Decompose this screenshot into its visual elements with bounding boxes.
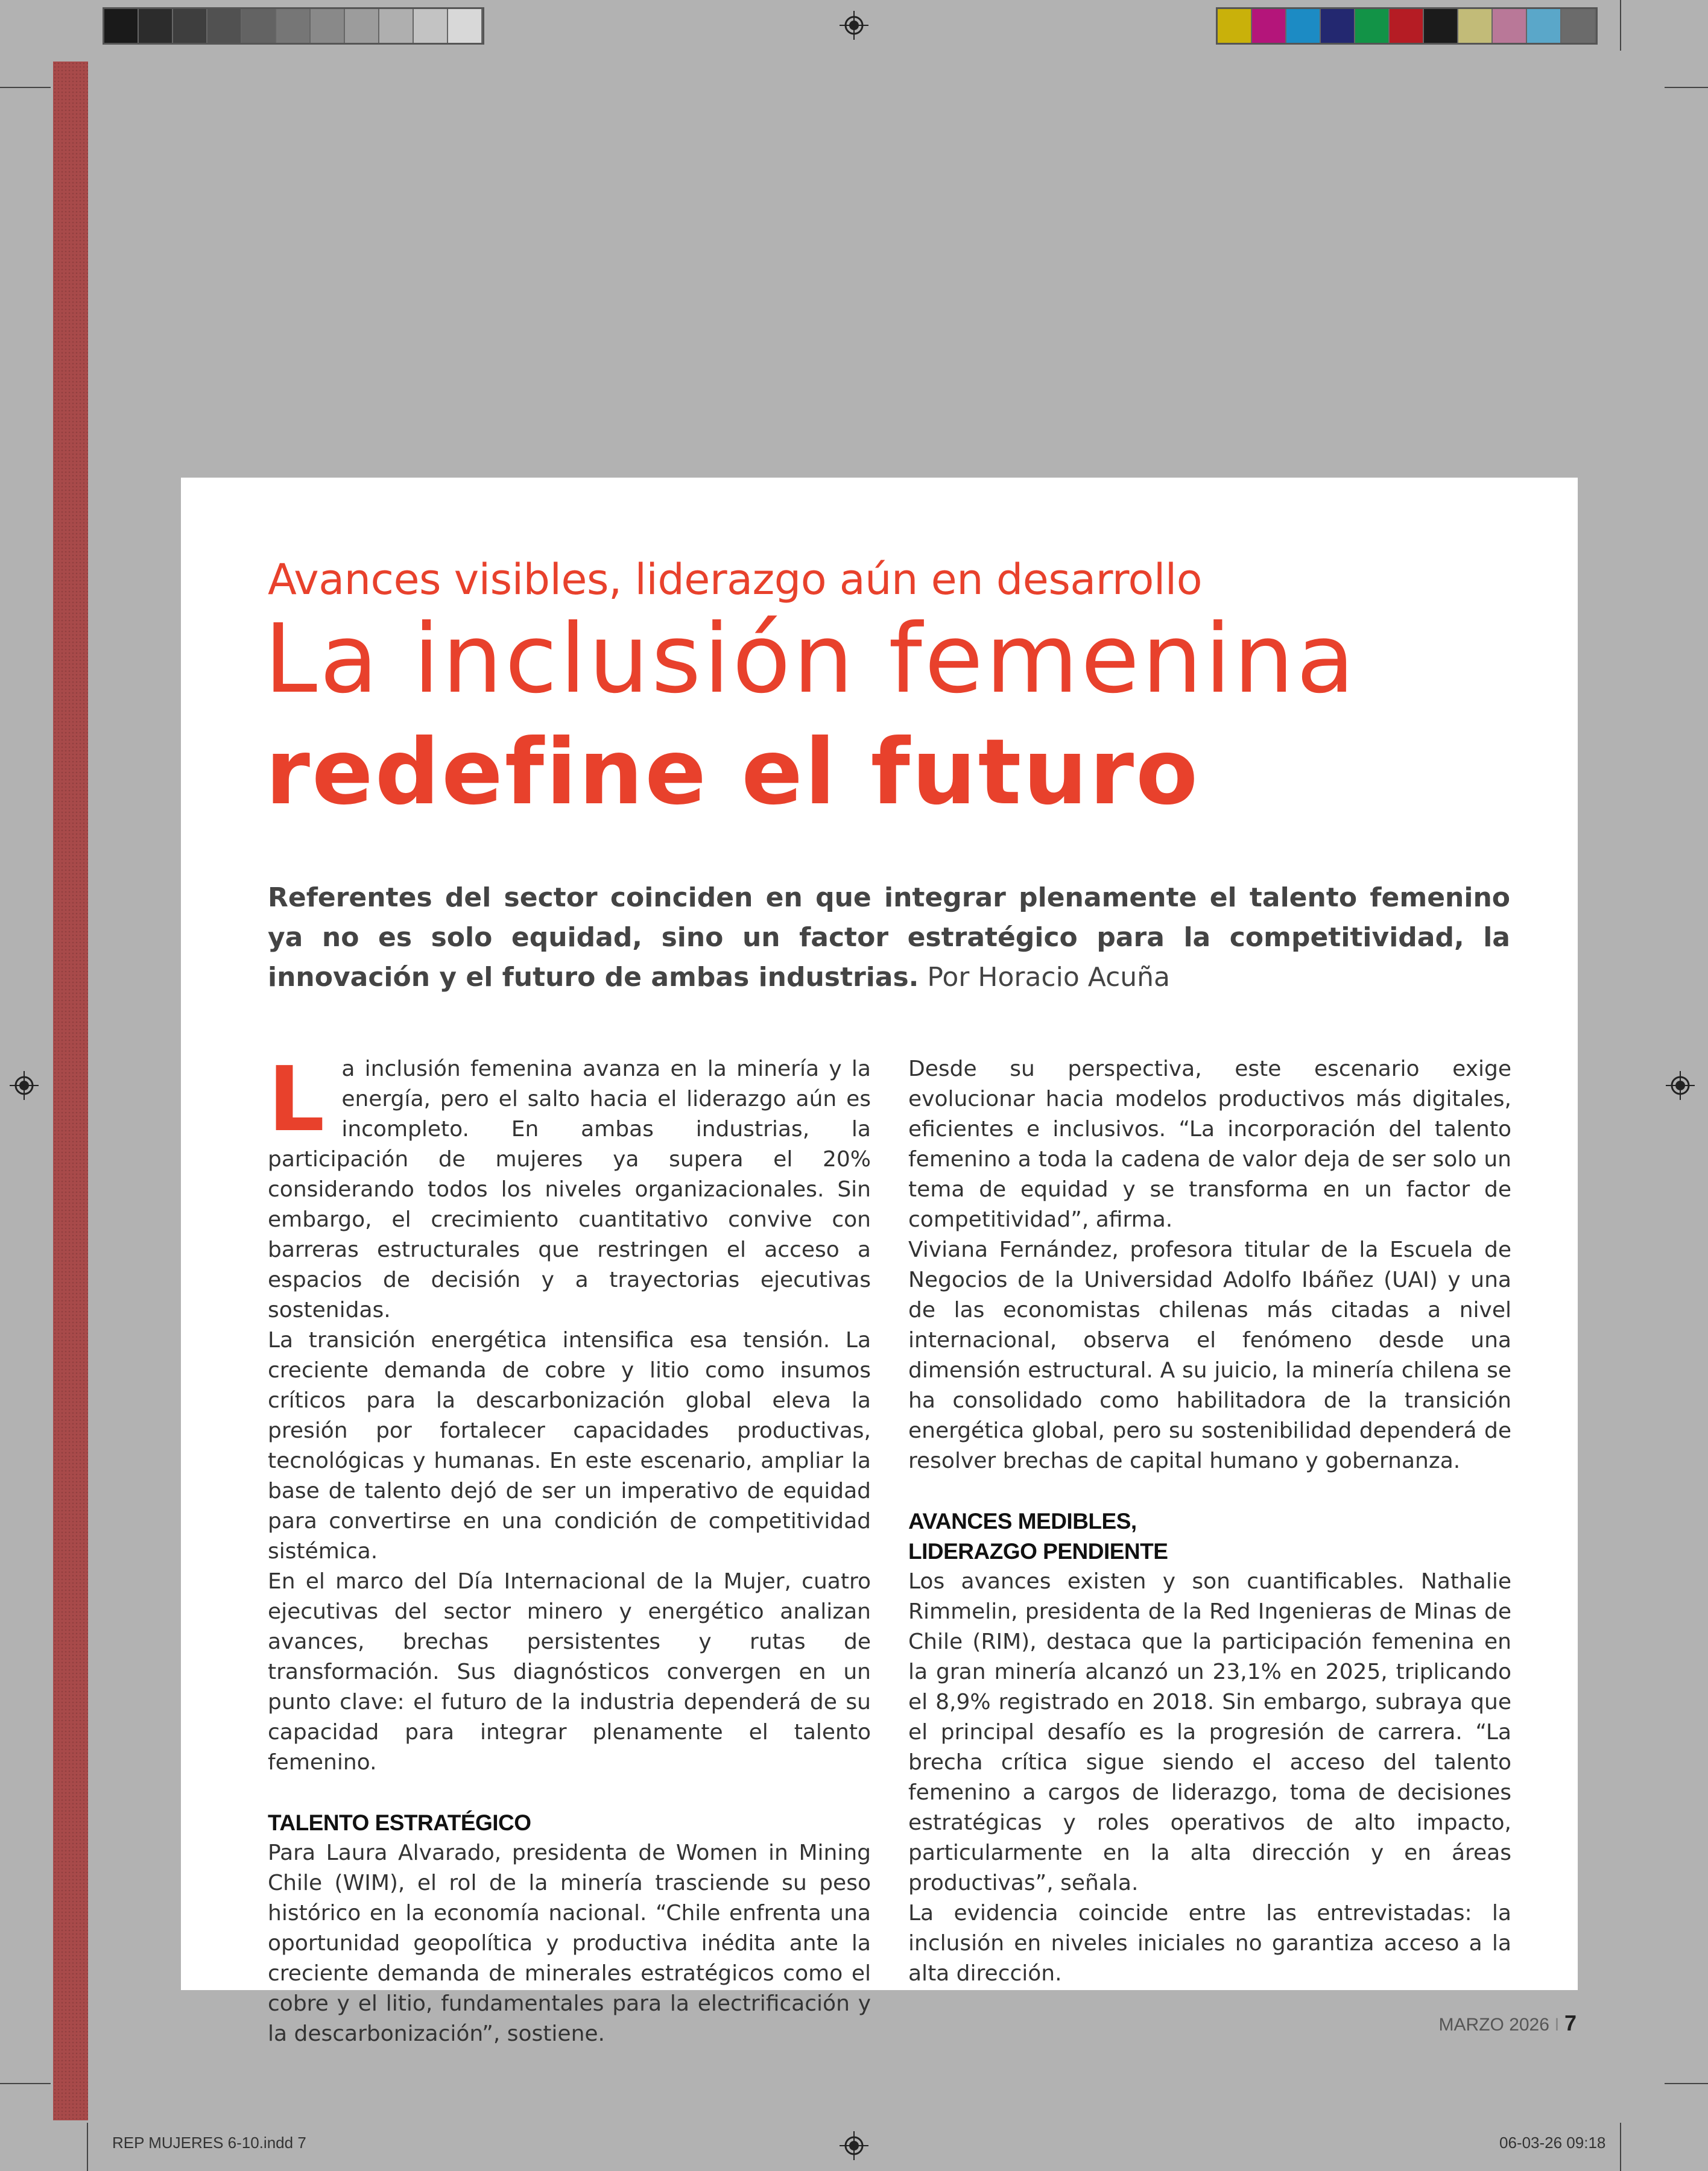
section-heading: TALENTO ESTRATÉGICO — [268, 1810, 531, 1835]
byline: Por Horacio Acuña — [927, 962, 1171, 993]
color-swatch — [1493, 9, 1527, 43]
folio-separator: I — [1554, 2015, 1560, 2035]
color-swatch — [1252, 9, 1286, 43]
gray-swatch — [173, 9, 207, 43]
paragraph: Para Laura Alvarado, presidenta de Women in Mining Chile (WIM), el rol de la minería trasciende su peso histórico en la economía nacional. “Chile enfrenta una oportunidad geopolítica y productiva inédita ante la creciente demanda de minerales estratégicos como el cobre y el litio, fundamentales para la electrificación y la descarbonización”, sostiene. — [268, 1841, 871, 2046]
section-heading-line2: LIDERAZGO PENDIENTE — [908, 1539, 1168, 1564]
gray-swatch — [276, 9, 311, 43]
crop-mark — [0, 2083, 51, 2084]
crop-mark — [1665, 2083, 1708, 2084]
gray-swatch — [345, 9, 379, 43]
slug-datetime: 06-03-26 09:18 — [1499, 2134, 1606, 2152]
article-title-line2: redefine el futuro — [265, 720, 1200, 825]
color-swatch — [1355, 9, 1390, 43]
paragraph: a inclusión femenina avanza en la minería y la energía, pero el salto hacia el liderazgo aún es incompleto. En ambas industrias, la participación de mujeres ya supera el 20% considerando todos los niveles organizacionales. Sin embargo, el crecimiento cuantitativo convive con barreras estructurales que restringen el acceso a espacios de decisión y a trayectorias ejecutivas sostenidas. — [268, 1057, 871, 1323]
registration-mark-icon — [840, 11, 868, 40]
registration-mark-icon — [10, 1071, 39, 1100]
color-swatch — [1286, 9, 1321, 43]
color-swatch — [1321, 9, 1355, 43]
gray-swatch — [379, 9, 414, 43]
process-color-bar — [1216, 7, 1598, 45]
gray-swatch — [207, 9, 242, 43]
article-title-line1: La inclusión femenina — [264, 604, 1358, 715]
slug-filename: REP MUJERES 6-10.indd 7 — [112, 2134, 306, 2152]
page-number: 7 — [1564, 2011, 1577, 2035]
article-deck — [268, 878, 1510, 997]
right-column — [908, 1054, 1511, 1989]
gray-swatch — [414, 9, 448, 43]
paragraph: La transición energética intensifica esa tensión. La creciente demanda de cobre y litio como insumos críticos para la descarbonización global eleva la presión por fortalecer capacidades productivas, tecnológicas y humanas. En este escenario, ampliar la base de talento dejó de ser un imperativo de equidad para convertirse en una condición de competitividad sistémica. — [268, 1328, 871, 1564]
color-swatch — [1458, 9, 1493, 43]
grayscale-color-bar — [103, 7, 484, 45]
paragraph: La evidencia coincide entre las entrevistadas: la inclusión en niveles iniciales no garantiza acceso a la alta dirección. — [908, 1901, 1511, 1986]
registration-mark-icon — [1666, 1071, 1695, 1100]
gray-swatch — [242, 9, 276, 43]
crop-mark — [1620, 0, 1621, 51]
gray-swatch — [139, 9, 173, 43]
paragraph: En el marco del Día Internacional de la Mujer, cuatro ejecutivas del sector minero y energético analizan avances, brechas persistentes y rutas de transformación. Sus diagnósticos convergen en un punto clave: el futuro de la industria dependerá de su capacidad para integrar plenamente el talento femenino. — [268, 1569, 871, 1775]
gray-swatch — [448, 9, 482, 43]
color-swatch — [1218, 9, 1252, 43]
crop-mark — [0, 87, 51, 88]
deck-text: Referentes del sector coinciden en que integrar plenamente el talento femenino ya no es solo equidad, sino un factor estratégico para la competitividad, la innovación y el futuro de ambas industrias. — [268, 882, 1510, 993]
crop-mark — [1620, 2123, 1621, 2171]
color-swatch — [1527, 9, 1561, 43]
paragraph: Viviana Fernández, profesora titular de la Escuela de Negocios de la Universidad Adolfo Ibáñez (UAI) y una de las economistas chilenas más citadas a nivel internacional, observa el fenómeno desde una dimensión estructural. A su juicio, la minería chilena se ha consolidado como habilitadora de la transición energética global, pero su sostenibilidad dependerá de resolver brechas de capital humano y gobernanza. — [908, 1237, 1511, 1473]
section-heading-line1: AVANCES MEDIBLES, — [908, 1509, 1137, 1534]
gray-swatch — [104, 9, 139, 43]
issue-label: MARZO 2026 — [1438, 2015, 1549, 2035]
page-folio — [1439, 2011, 1577, 2036]
crop-mark — [1665, 87, 1708, 88]
color-swatch — [1561, 9, 1596, 43]
crop-mark — [87, 2123, 88, 2171]
red-spine-strip — [53, 62, 88, 2120]
paragraph: Desde su perspectiva, este escenario exige evolucionar hacia modelos productivos más digitales, eficientes e inclusivos. “La incorporación del talento femenino a toda la cadena de valor deja de ser solo un tema de equidad y se transforma en un factor de competitividad”, afirma. — [908, 1057, 1511, 1232]
article-kicker: Avances visibles, liderazgo aún en desarrollo — [268, 555, 1203, 604]
color-swatch — [1424, 9, 1458, 43]
registration-mark-icon — [840, 2131, 868, 2160]
drop-cap: L — [268, 1048, 325, 1151]
left-column — [268, 1048, 871, 2049]
paragraph: Los avances existen y son cuantificables. Nathalie Rimmelin, presidenta de la Red Ingenieras de Minas de Chile (RIM), destaca que la participación femenina en la gran minería alcanzó un 23,1% en 2025, triplicando el 8,9% registrado en 2018. Sin embargo, subraya que el principal desafío es la progresión de carrera. “La brecha crítica sigue siendo el acceso del talento femenino a cargos de liderazgo, toma de decisiones estratégicas y roles operativos de alto impacto, particularmente en la alta dirección y en áreas productivas”, señala. — [908, 1569, 1511, 1895]
color-swatch — [1390, 9, 1424, 43]
gray-swatch — [311, 9, 345, 43]
